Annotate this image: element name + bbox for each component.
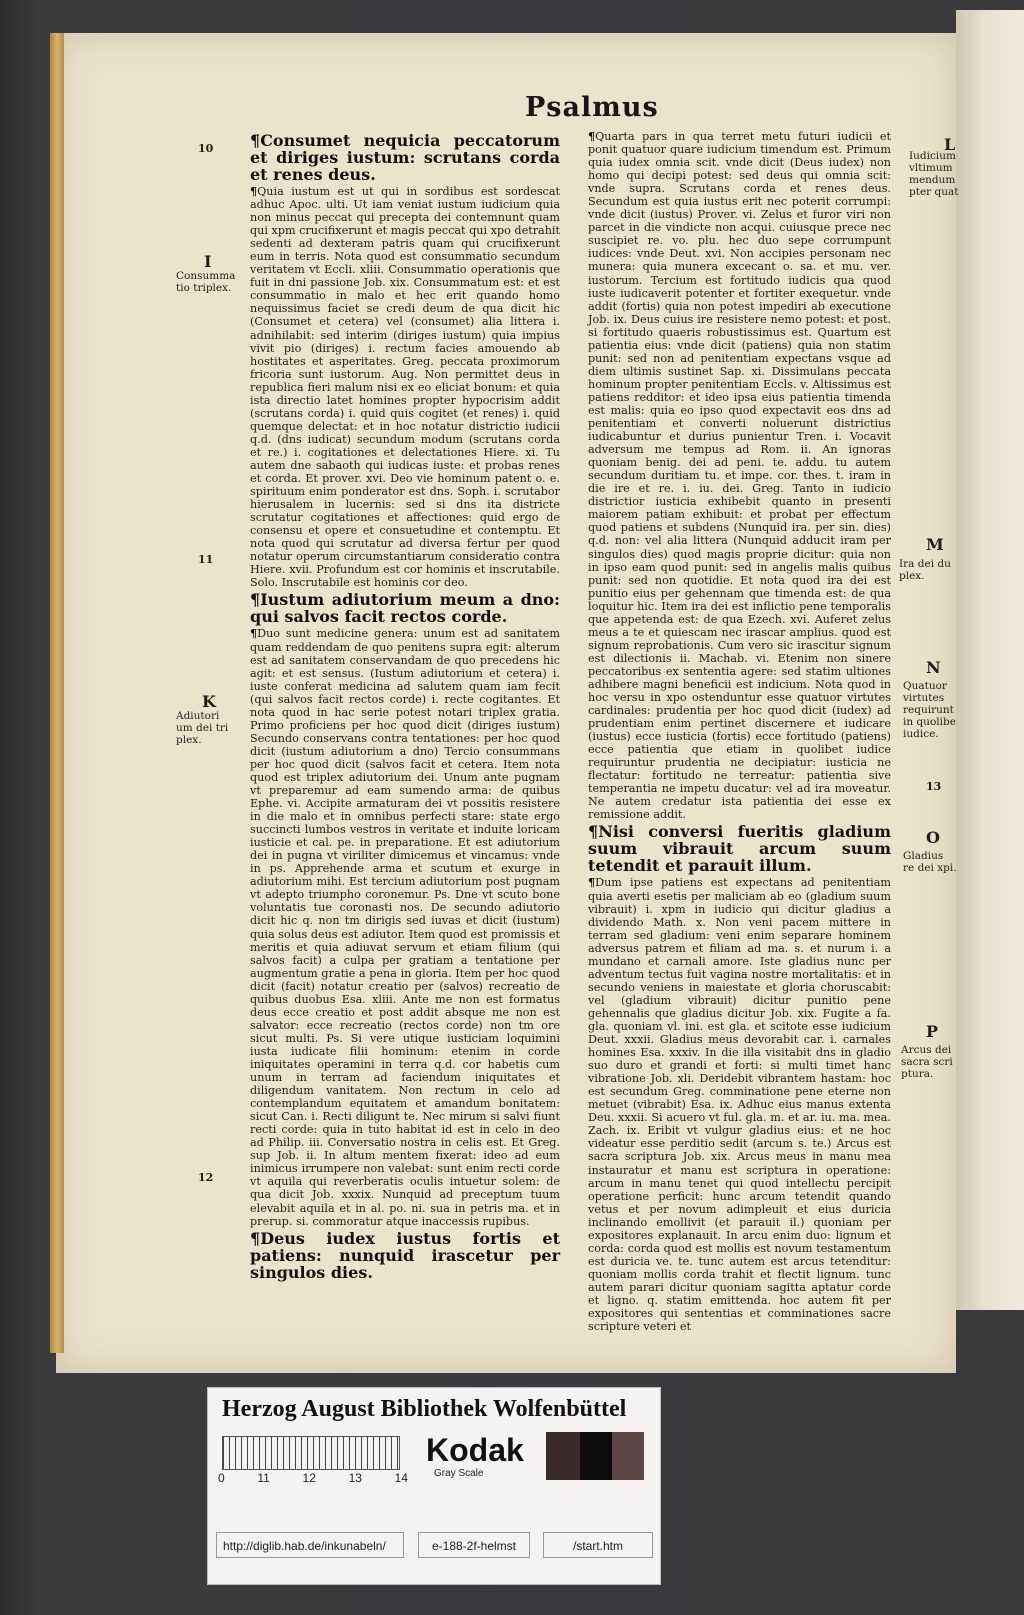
commentary-text: Quarta pars in qua terret metu futuri iudicii et ponit quatuor quare iudicium timendum est. Primum quia iudex omnia scit. vnde dicit (Deus iudex) non homo qui decipi potest: sed deus qui omnia scit: vnde supra. Scrutans corda et renes deus. Secundum est quia iustus erit nec poterit corrumpi: vnde dicit (iustus) Prover. vi. Zelus et furor viri non parcet in die vindicte non acqui. cuiusque prece nec suscipiet re. vo. plu. hec duo sepe corrumpunt iudices: vnde Deut. xvi. Non accipies personam nec munera: quia munera excecant o. sa. et mu. ver. iustorum. Tercium est fortitudo iudicis qua quod iuste iudicaverit potenter et fortiter exequetur. vnde addit (fortis) quia non potest impediri ab executione Job. ix. Deus cuius ire resistere nemo potest: et post. si fortitudo quaeris robustissimus est. Quartum est patientia eius: vnde dicit (patiens) quia non statim punit: sed non ad penitentiam expectans vsque ad diem ultimis sustinet Sap. xi. Dissimulans peccata hominum propter penitentiam Eccls. v. Altissimus est patiens redditor: et ideo ipsa eius patientia timenda est malis: quia eo ipso quod expectavit eos dns ad penitentiam et converti noluerunt districtius iudicabuntur et durius punientur Tren. i. Vocavit adversum me tempus ad Rom. ii. An ignoras quoniam benig. dei ad peni. te. addu. tu autem secundum duritiam tu. et impe. cor. thes. t. iram in die ire et re. i. iu. dei. Greg. Tanto in iudicio districtior iusticia exhibebit quanto in presenti maiorem patiam exhibuit: et probat per effectum quod patiens et subdens (Nunquid ira. per sin. dies) q.d. non: vel alia littera (Nunquid adducit iram per singulos dies) quod magis proprie dicitur: quia non in ipso eam quod punit: sed in angelis malis quibus punit: sed non quotidie. Et nota quod ira dei est punitio eius per gehennam que timenda est: de qua loquitur hic. Item ira dei est inflictio pene temporalis que appetenda est: de qua Ezech. xvi. Auferet zelus meus a te et quiescam nec irascar amplius. quod est signum reprobationis. Cum vero sic irascitur signum est dilectionis ii. Machab. vi. Etenim non sinere peccatoribus ex sententia agere: sed statim ultiones adhibere magni beneficii est indicium. Nota quod in hoc versu in xpo ostenduntur esse quatuor virtutes cardinales: prudentia per hoc quod dicit (iudex) ad prudentiam enim pertinet discernere et iudicare (iustus) ecce iusticia (fortis) ecce fortitudo (patiens) ecce patientia que etiam in quolibet iudice requiruntur prudentia ne decipiatur: iusticia ne flectatur: fortitudo ne terreatur: patientia sive temperantia ne impetu ducatur: vel ad ira moveatur. Ne autem credatur ista patientia dei esse ex remissione addit. (588, 130, 891, 822)
margin-letter: P (926, 1022, 939, 1041)
margin-note-line: Ira dei du (899, 558, 951, 570)
start-label: /start.htm (543, 1532, 653, 1558)
gray-swatch (546, 1432, 580, 1480)
margin-note-line: Gladius (903, 850, 944, 862)
verse-heading (250, 1230, 560, 1281)
margin-note-ira (899, 558, 951, 582)
ruler-label: 14 (394, 1471, 408, 1485)
verse-number: 12 (198, 1171, 214, 1184)
margin-note-line: pter quat (909, 186, 959, 198)
identifier-label: e-188-2f-helmst (418, 1532, 530, 1558)
verse-heading (250, 591, 560, 625)
pilcrow-icon: ¶ (250, 131, 261, 150)
verse-heading (588, 823, 891, 874)
margin-note-line: vltimum (909, 162, 953, 174)
kodak-logo: Kodak (426, 1432, 524, 1468)
verse-text: Iustum adiutorium meum a dno: qui salvos facit rectos corde. (250, 590, 560, 627)
verse-text: Deus iudex iustus fortis et patiens: nunquid irascetur per singulos dies. (250, 1228, 560, 1282)
verse-text: Nisi conversi fueritis gladium suum vibrauit arcum suum tetendit et parauit illum. (588, 822, 891, 876)
margin-note-line: Adiutori (176, 710, 220, 722)
margin-letter: M (926, 535, 944, 554)
margin-note-consummatio (176, 270, 235, 294)
margin-note-line: ptura. (901, 1068, 934, 1080)
margin-note-line: tio triplex. (176, 282, 232, 294)
verse-number: 13 (926, 780, 942, 793)
margin-note-line: Quatuor (903, 680, 947, 692)
margin-note-line: requirunt (903, 704, 954, 716)
margin-note-iudicium (909, 150, 958, 198)
margin-note-virtutes (903, 680, 956, 740)
margin-note-line: Arcus dei (901, 1044, 952, 1056)
margin-note-line: in quolibe (903, 716, 956, 728)
margin-note-line: Iudicium (909, 150, 956, 162)
ruler-scale (222, 1436, 400, 1470)
margin-note-gladius (903, 850, 957, 874)
pilcrow-icon: ¶ (250, 590, 261, 610)
verse-number: 11 (198, 553, 214, 566)
margin-note-arcus (901, 1044, 953, 1080)
margin-note-line: Consumma (176, 270, 236, 282)
verse-text: Consumet nequicia peccatorum et diriges iustum: scrutans corda et renes deus. (250, 131, 560, 184)
margin-note-line: sacra scri (901, 1056, 953, 1068)
facing-page-edge (956, 10, 1024, 1310)
ruler-label: 12 (302, 1471, 316, 1485)
pilcrow-icon: ¶ (250, 626, 258, 641)
margin-note-adiutorium (176, 710, 228, 746)
pilcrow-icon: ¶ (588, 822, 599, 842)
pilcrow-icon: ¶ (588, 129, 596, 143)
pilcrow-icon: ¶ (250, 184, 258, 198)
ruler-label: 13 (348, 1471, 362, 1485)
gray-swatch (580, 1432, 612, 1480)
pilcrow-icon: ¶ (250, 1228, 261, 1248)
margin-letter: O (926, 828, 940, 847)
margin-note-line: iudice. (903, 728, 939, 740)
right-text-column (588, 130, 891, 1333)
ruler-labels (218, 1471, 408, 1485)
margin-letter: I (204, 252, 212, 271)
gray-scale-label: Gray Scale (434, 1468, 484, 1479)
verse-heading (250, 132, 560, 183)
library-title: Herzog August Bibliothek Wolfenbüttel (222, 1396, 627, 1422)
margin-letter: L (944, 135, 956, 154)
margin-letter: N (926, 658, 941, 677)
margin-note-line: virtutes (903, 692, 945, 704)
pilcrow-icon: ¶ (588, 875, 596, 890)
margin-note-line: re dei xpi. (903, 862, 957, 874)
url-label: http://diglib.hab.de/inkunabeln/ (216, 1532, 404, 1558)
left-text-column (250, 130, 560, 1283)
running-head: Psalmus (525, 92, 659, 123)
commentary-paragraph (250, 185, 560, 589)
ruler-label: 11 (257, 1471, 270, 1485)
commentary-paragraph (588, 876, 891, 1333)
margin-note-line: mendum (909, 174, 956, 186)
gilt-page-edge (50, 33, 64, 1353)
commentary-text: Dum ipse patiens est expectans ad penitentiam quia averti esetis per maliciam ab eo (gladium suum vibrauit) i. xpm in iudicio qui dicitur gladius a dividendo Math. x. Non veni pacem mittere in terram sed gladium: veni enim separare hominem adversus patrem et filiam ad ma. s. et nurum i. a mundano et carnali amore. Iste gladius nunc per adventum tectus fuit vagina nostre mortalitatis: et in secundo veniens in maiestate et gloria choruscabit: vel (gladium vibrauit) dicitur punitio pene gehennalis que gladius dicitur Job. xix. Fugite a fa. gla. quoniam vl. ini. est gla. et scitote esse iudicium Deut. xxxii. Gladius meus devorabit car. i. carnales homines Esa. xxxiv. In die illa visitabit dns in gladio suo duro et grandi et forti: si multi timet hanc vibratione Job. xli. Deridebit vibrantem hastam: hoc est secundum Greg. comminatione pene eterne non metuet (vibrabit) Esa. ix. Adhuc eius manus extenta Deu. xxxii. Si acuero vt ful. gla. m. et ar. iu. ma. mea. Zach. ix. Eribit vt vulgur gladius eius: et ne hoc videatur esse perditio sedit (arcum s. te.) Arcus est sacra scriptura Job. xix. Arcus meus in manu mea instauratur et manu est scriptura in operatione: arcum in manu tenet qui quod intellectu percipit operatione perficit: hunc arcum tetendit quando vetus et per novum adimpleuit et eius duricia inclinando emollivit (et parauit il.) quoniam per expositores explanauit. In arcu enim duo: lignum et corda: corda quod est mollis est novum testamentum est duricia ve. te. tunc autem est arcus tetenditur: quoniam mollis corda trahit et flectit lignum. tunc autem parari dicitur quoniam sagitta aptatur corde et ligno. q. statim emittenda. hoc autem fit per expositores qui sententias et comminationes sacre scripture veteri et (588, 876, 891, 1334)
color-target-card (207, 1387, 661, 1585)
margin-letter: K (202, 692, 216, 711)
margin-note-line: plex. (176, 734, 202, 746)
margin-note-line: um dei tri (176, 722, 229, 734)
commentary-text: Quia iustum est ut qui in sordibus est sordescat adhuc Apoc. ulti. Ut iam veniat iustum iudicium quia non minus peccat qui precepta dei contemnunt quam qui xpm crucifixerunt et magis peccat qui xpo detrahit sedenti ad dexteram patris quam qui crucifixerunt eum in terris. Nota quod est consummatio secundum veritatem vt Eccli. xliii. Consummatio operationis que fuit in dni passione Job. xix. Consummatum est: et est consummatio in malo et hec erit quando homo nequissimus faciet se credi deum de qua dicit hic (Consumet et cetera) vel (consumet) alia littera i. adnihilabit: sed interim (diriges iustum) quia impius vivit pio (diriges) i. rectum facies amouendo ab hostitates et asperitates. Greg. peccata proximorum fricoria sunt iustorum. Aug. Non permittet deus in republica fieri malum nisi ex eo eliciat bonum: et quia ista directio latet homines propter hypocrisim addit (scrutans corda) i. quid quis cogitet (et renes) i. quid quemque delectat: et in hoc notatur districtio iudicii q.d. (dns iudicat) secundum modum (scrutans corda et re.) i. cogitationes et delectationes Hiere. xi. Tu autem dne sabaoth qui iudicas iuste: et probas renes et corda. Et prover. xvi. Deo vie hominum patent o. e. spirituum enim ponderator est dns. Soph. i. scrutabor hierusalem in lucernis: sed si dns ita districte scrutatur cogitationes et affectiones: quid ergo de consensu et opere et consuetudine et contemptu. Et nota quod qui scrutatur ad diversa fertur per quod notatur operum circumstantiarum consideratio contra Hiere. xvii. Profundum est cor hominis et inscrutabile. Solo. Inscrutabile est hominis cor deo. (250, 185, 560, 590)
commentary-paragraph (588, 130, 891, 821)
verse-number: 10 (198, 142, 214, 155)
commentary-text: Duo sunt medicine genera: unum est ad sanitatem quam reddendam de quo penitens supra egit: alterum est ad sanitatem conservandam de quo precedens hic agit: et est sensus. (Iustum adiutorium et cetera) i. iuste conferat medicina ad salutem quam iam fecit (qui salvos facit rectos corde) i. recte cogitantes. Et nota quod in hac serie potest notari triplex gratia. Primo proficiens per hoc quod dicit (diriges iustum) Secundo conservans contra tentationes: per hoc quod dicit (iustum adiutorium a dno) Tercio consummans per hoc quod dicit (salvos facit et cetera. Item nota quod est triplex adiutorium dei. Unum ante pugnam vt preparemur ad eam sumendo arma: de quibus Ephe. vi. Accipite armaturam dei vt possitis resistere in die malo et in omnibus perfecti stare: state ergo succincti lumbos vestros in veritate et induite loricam iusticie et cal. pe. in preparatione. Et est adiutorium dei in pugna vt viriliter dimicemus et vincamus: vnde in ps. Apprehende arma et scutum et exurge in adiutorium mihi. Est tercium adiutorium post pugnam vt adepto triumpho coronemur. Ps. Dne vt scuto bone voluntatis tue coronasti nos. De secundo adiutorio dicit hic q. non tm dirigis sed iuvas et dicit (iustum) quia solus deus est adiutor. Item quod est promissis et meritis et quia adiuvat servum et etiam filium (qui salvos facit) a culpa per gratiam a tentatione per augmentum gratie a pena in gloria. Item per hoc quod dicit (facit) notatur creatio per (salvos) recreatio de quibus duobus Esa. xliii. Ante me non est formatus deus ecce creatio et post addit absque me non est salvator: ecce recreatio (rectos corde) non tm ore sicut multi. Ps. Si vere utique iusticiam loquimini iusta iudicate filii hominum: etenim in corde iniquitates operamini in terra q.d. cor habetis cum unum in terram ad faciendum iniquitates et diligendum vanitatem. Non rectum in celo ad contemplandum equitatem et amandum bonitatem: sicut Can. i. Recti diligunt te. Nec mirum si salvi fiunt recti corde: quia in tuto habitat id est in celo in deo ad Philip. iii. Conversatio nostra in celis est. Et Greg. sup Job. ii. In altum mentem fixerat: ideo ad eum inimicus irrumpere non valebat: sunt enim recti corde vt aquila qui reverberatis oculis intuetur solem: de qua dicit Job. xxxix. Nunquid ad preceptum tuum elevabit aquila et in al. po. ni. sua in petris ma. et in prerup. si. commoratur atque inaccessis rupibus. (250, 627, 560, 1228)
commentary-paragraph (250, 627, 560, 1227)
margin-note-line: plex. (899, 570, 925, 582)
gray-swatch (612, 1432, 644, 1480)
ruler-label: 0 (218, 1471, 225, 1485)
